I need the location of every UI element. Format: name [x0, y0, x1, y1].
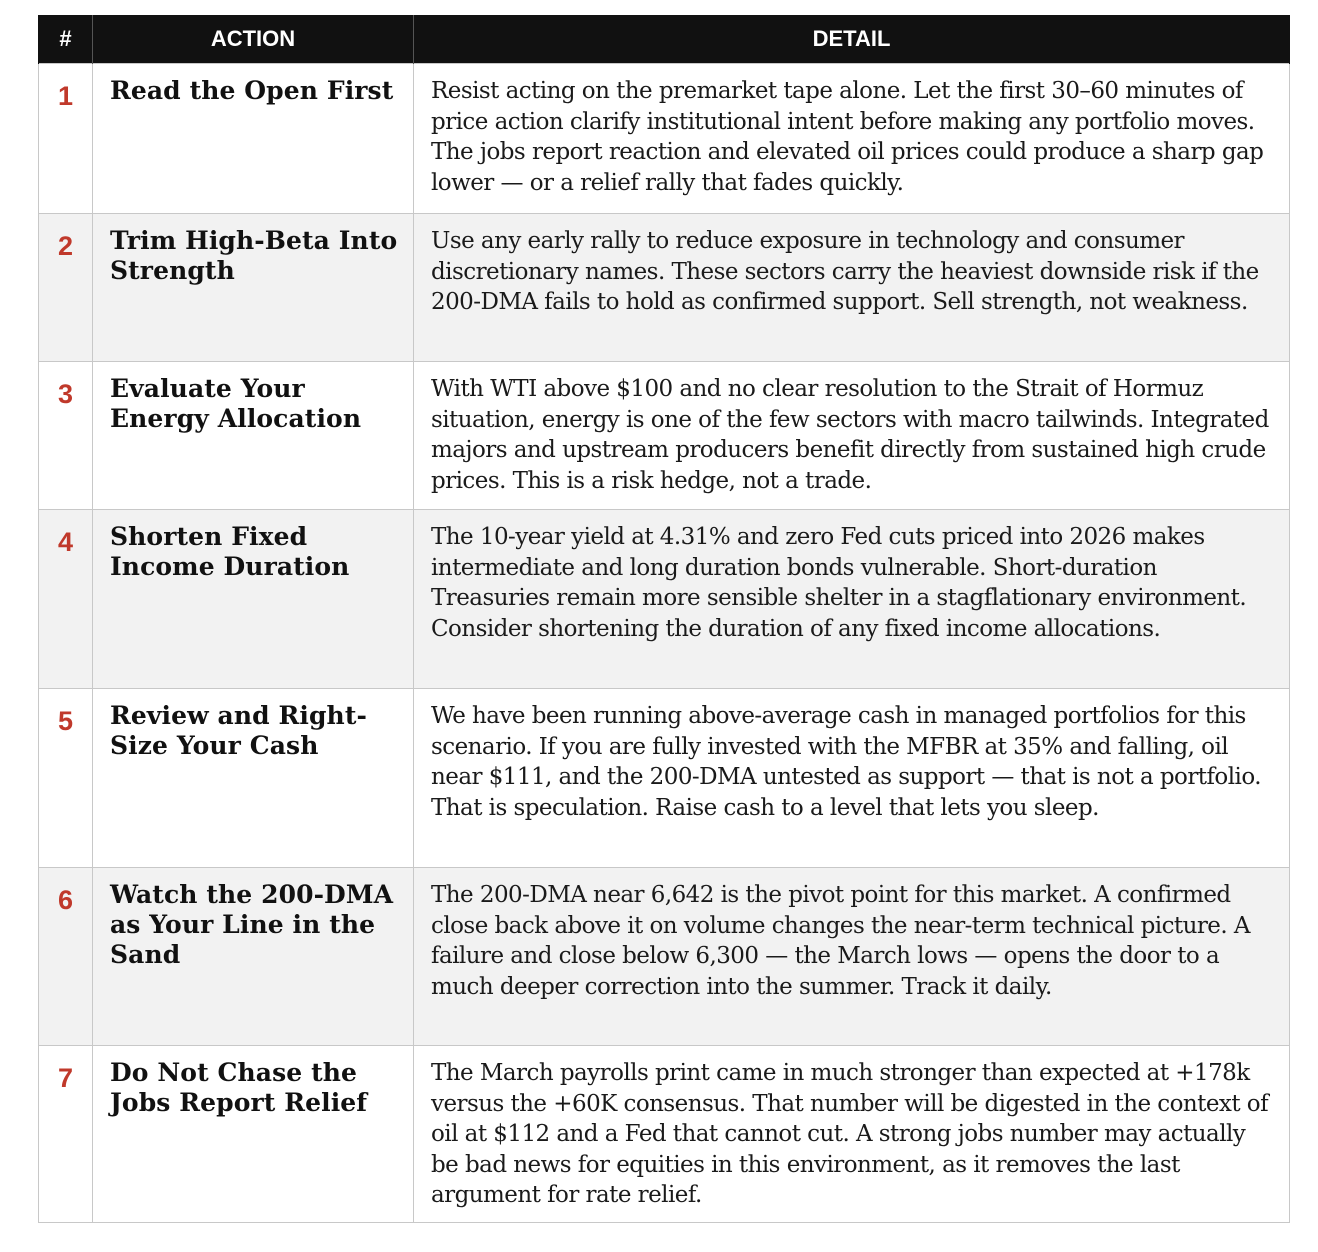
- row-detail: The 200-DMA near 6,642 is the pivot point for this market. A confirmed close back above it on volume changes the near-term technical picture. A failure and close below 6,300 — the March lows — opens the door to a much deeper correction into the summer. Track it daily.: [414, 868, 1290, 1046]
- action-table: [38, 15, 1290, 1223]
- table-body: [39, 64, 1290, 1223]
- row-action: Evaluate Your Energy Allocation: [93, 362, 414, 510]
- column-header-detail: DETAIL: [414, 15, 1290, 64]
- row-detail: The March payrolls print came in much stronger than expected at +178k versus the +60K consensus. That number will be digested in the context of oil at $112 and a Fed that cannot cut. A strong jobs number may actually be bad news for equities in this environment, as it removes the last argument for rate relief.: [414, 1046, 1290, 1223]
- row-number: 2: [39, 214, 93, 362]
- row-action: Shorten Fixed Income Duration: [93, 510, 414, 689]
- row-detail: Resist acting on the premarket tape alone. Let the first 30–60 minutes of price action clarify institutional intent before making any portfolio moves. The jobs report reaction and elevated oil prices could produce a sharp gap lower — or a relief rally that fades quickly.: [414, 64, 1290, 214]
- table-row: [39, 510, 1290, 689]
- table-row: [39, 64, 1290, 214]
- row-action: Do Not Chase the Jobs Report Relief: [93, 1046, 414, 1223]
- row-detail: We have been running above-average cash in managed portfolios for this scenario. If you are fully invested with the MFBR at 35% and falling, oil near $111, and the 200-DMA untested as support — that is not a portfolio. That is speculation. Raise cash to a level that lets you sleep.: [414, 689, 1290, 868]
- row-detail: With WTI above $100 and no clear resolution to the Strait of Hormuz situation, energy is one of the few sectors with macro tailwinds. Integrated majors and upstream producers benefit directly from sustained high crude prices. This is a risk hedge, not a trade.: [414, 362, 1290, 510]
- column-header-number: #: [39, 15, 93, 64]
- table-row: [39, 1046, 1290, 1223]
- row-action: Watch the 200-DMA as Your Line in the Sand: [93, 868, 414, 1046]
- table-row: [39, 214, 1290, 362]
- row-detail: Use any early rally to reduce exposure in technology and consumer discretionary names. These sectors carry the heaviest downside risk if the 200-DMA fails to hold as confirmed support. Sell strength, not weakness.: [414, 214, 1290, 362]
- row-number: 4: [39, 510, 93, 689]
- row-number: 1: [39, 64, 93, 214]
- row-number: 3: [39, 362, 93, 510]
- table-header: [39, 15, 1290, 64]
- column-header-action: ACTION: [93, 15, 414, 64]
- row-number: 5: [39, 689, 93, 868]
- table-row: [39, 362, 1290, 510]
- row-number: 6: [39, 868, 93, 1046]
- table-row: [39, 689, 1290, 868]
- row-action: Read the Open First: [93, 64, 414, 214]
- row-action: Trim High-Beta Into Strength: [93, 214, 414, 362]
- table-row: [39, 868, 1290, 1046]
- row-detail: The 10-year yield at 4.31% and zero Fed cuts priced into 2026 makes intermediate and long duration bonds vulnerable. Short-duration Treasuries remain more sensible shelter in a stagflationary environment. Consider shortening the duration of any fixed income allocations.: [414, 510, 1290, 689]
- row-action: Review and Right-Size Your Cash: [93, 689, 414, 868]
- row-number: 7: [39, 1046, 93, 1223]
